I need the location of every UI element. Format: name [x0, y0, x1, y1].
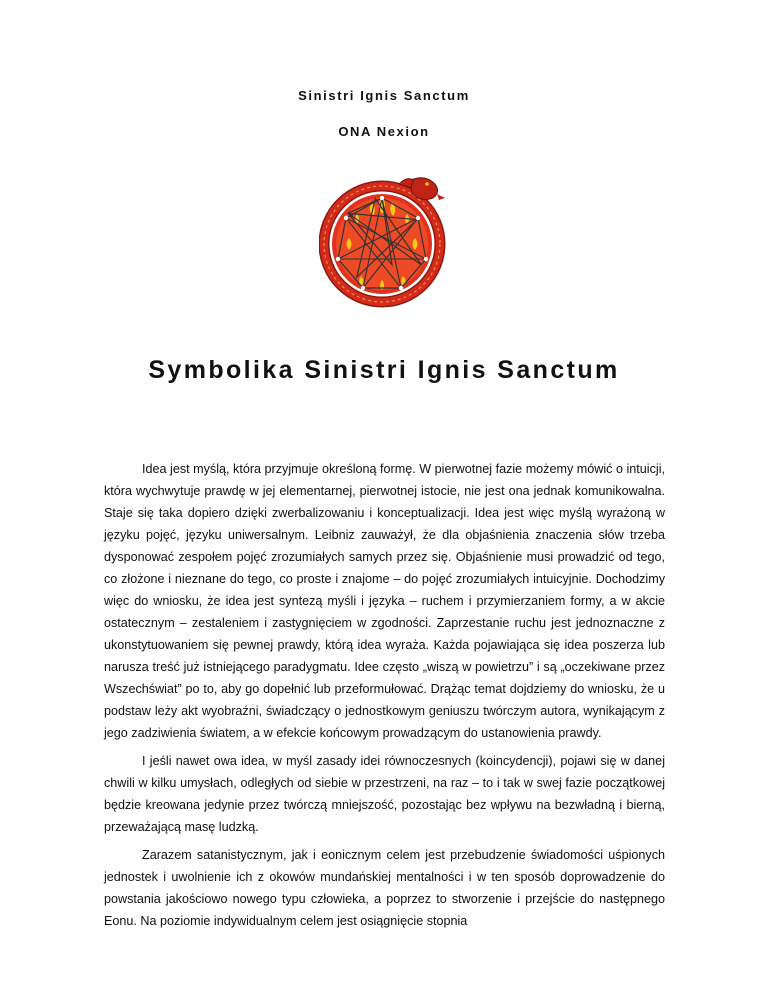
org-name: Sinistri Ignis Sanctum: [298, 88, 470, 103]
document-body: [104, 458, 665, 938]
paragraph: Idea jest myślą, która przyjmuje określoną formę. W pierwotnej fazie możemy mówić o intuicji, która wychwytuje prawdę w jej elementarnej, pierwotnej istocie, nie jest ona jednak komunikowalna. Staje się taka dopiero dzięki zwerbalizowaniu i konceptualizacji. Idea jest więc myślą wyrażoną w języku pojęć, języku uniwersalnym. Leibniz zauważył, że dla objaśnienia znaczenia słów trzeba dysponować zespołem pojęć zrozumiałych samych przez się. Objaśnienie musi prowadzić od tego, co złożone i nieznane do tego, co proste i znajome – do pojęć zrozumiałych intuicyjnie. Dochodzimy więc do wniosku, że idea jest syntezą myśli i języka – ruchem i przymierzaniem formy, a w akcie ostatecznym – zestaleniem i zastygnięciem w zgodności. Zaprzestanie ruchu jest jednoznaczne z ukonstytuowaniem się pewnej prawdy, którą idea wyraża. Każda pojawiająca się idea poszerza lub narusza treść już istniejącego paradygmatu. Idee często „wiszą w powietrzu” i są „oczekiwane przez Wszechświat” po to, aby go dopełnić lub przeformułować. Drążąc temat dojdziemy do wniosku, że u podstaw leży akt wyobraźni, świadczący o jednostkowym geniuszu twórczym autora, wynikającym z jego zadziwienia światem, a w efekcie końcowym prowadzącym do ustanowienia prawdy.: [104, 462, 665, 740]
document-title: Symbolika Sinistri Ignis Sanctum: [148, 356, 620, 384]
paragraph: I jeśli nawet owa idea, w myśl zasady idei równoczesnych (koincydencji), pojawi się w danej chwili w kilku umysłach, odległych od siebie w przestrzeni, na raz – to i tak w swej fazie początkowej będzie kreowana jedynie przez twórczą mniejszość, pozostając bez wpływu na bezwładną i bierną, przeważającą masę ludzką.: [104, 754, 665, 834]
paragraph: Zarazem satanistycznym, jak i eonicznym celem jest przebudzenie świadomości uśpionych jednostek i uwolnienie ich z okowów mundańskiej mentalności i w ten sposób doprowadzenie do powstania jakościowo nowego typu człowieka, a poprzez to stworzenie i przejście do następnego Eonu. Na poziomie indywidualnym celem jest osiągnięcie stopnia: [104, 848, 665, 928]
ouroboros-septagram-icon: [319, 168, 449, 308]
nexion-name: ONA Nexion: [338, 124, 430, 139]
